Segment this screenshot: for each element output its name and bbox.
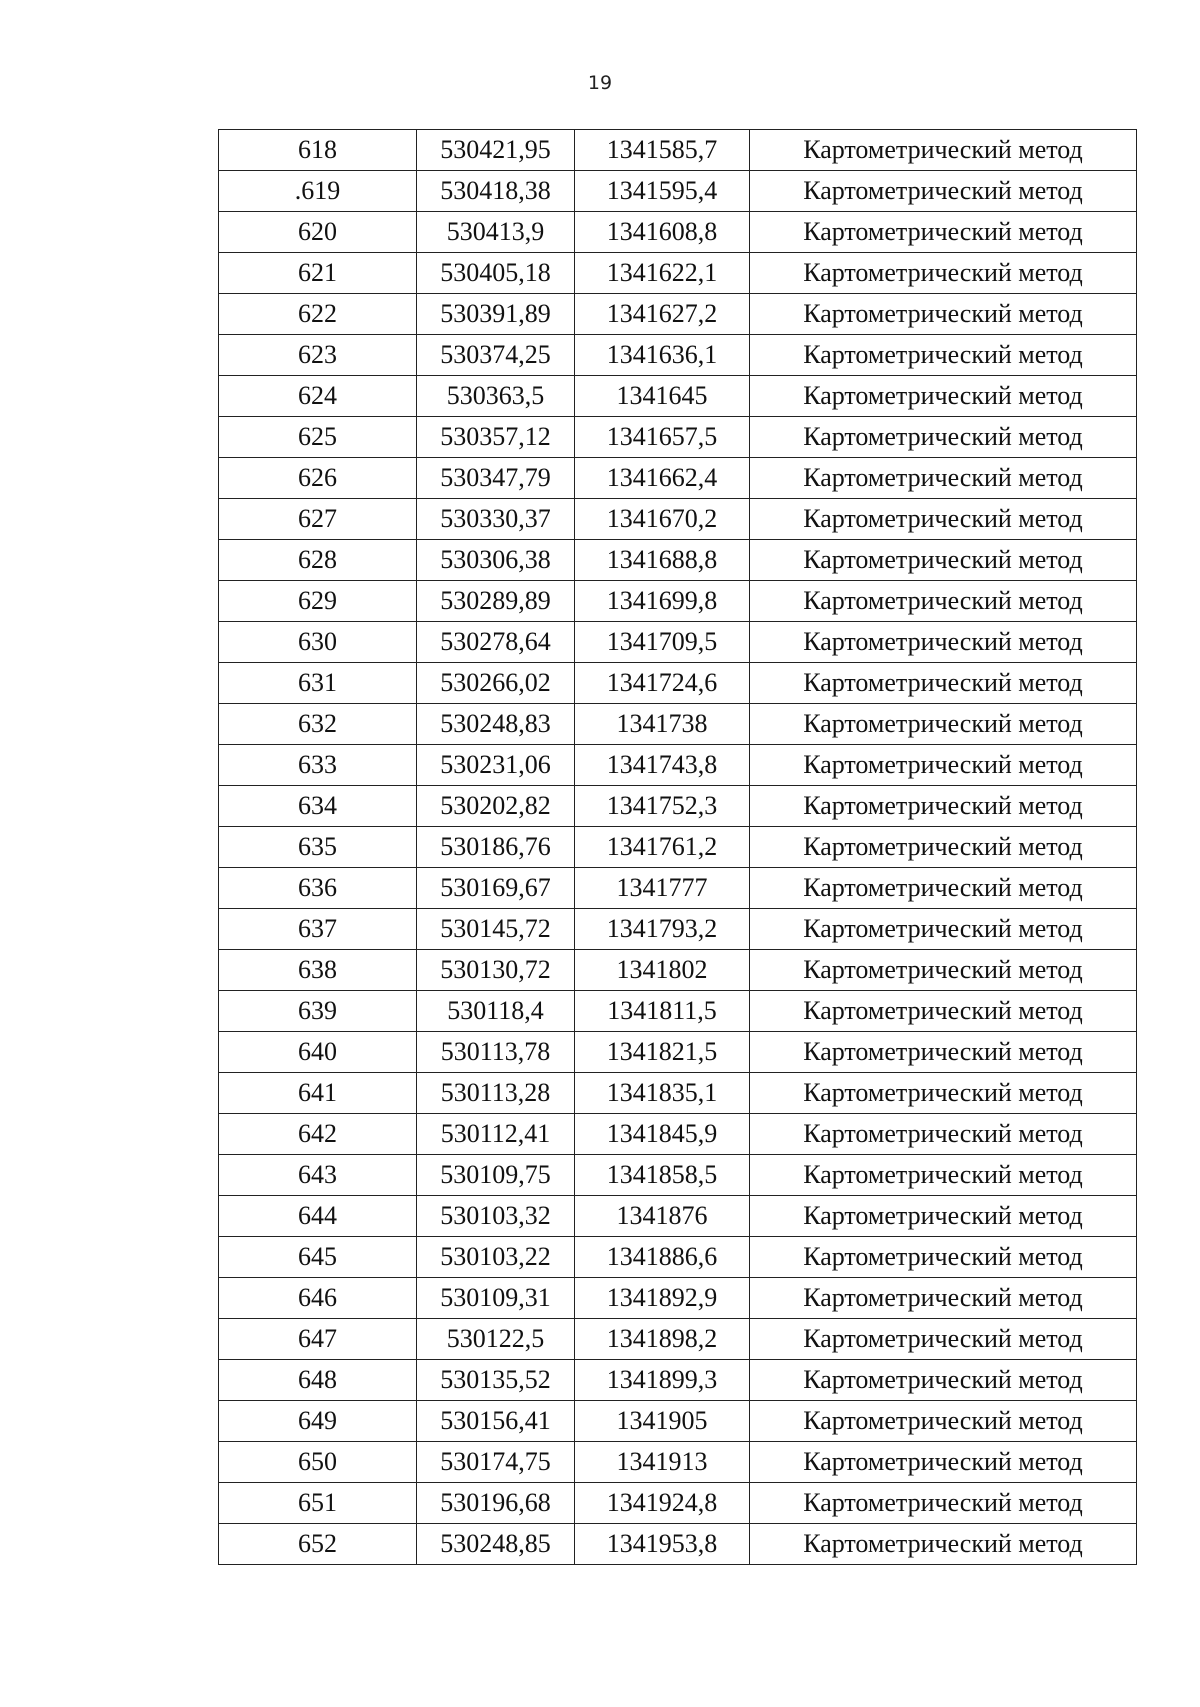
- page-number: 19: [587, 72, 613, 94]
- method-cell: Картометрический метод: [750, 663, 1137, 704]
- y-coordinate-cell: 1341724,6: [575, 663, 750, 704]
- x-coordinate-cell: 530113,28: [417, 1073, 575, 1114]
- method-cell: Картометрический метод: [750, 1073, 1137, 1114]
- method-cell: Картометрический метод: [750, 1155, 1137, 1196]
- method-cell: Картометрический метод: [750, 253, 1137, 294]
- method-cell: Картометрический метод: [750, 1032, 1137, 1073]
- x-coordinate-cell: 530109,31: [417, 1278, 575, 1319]
- method-cell: Картометрический метод: [750, 171, 1137, 212]
- point-number-cell: 632: [219, 704, 417, 745]
- method-cell: Картометрический метод: [750, 294, 1137, 335]
- table-row: [219, 786, 1137, 827]
- x-coordinate-cell: 530112,41: [417, 1114, 575, 1155]
- point-number-cell: 639: [219, 991, 417, 1032]
- method-cell: Картометрический метод: [750, 212, 1137, 253]
- y-coordinate-cell: 1341858,5: [575, 1155, 750, 1196]
- y-coordinate-cell: 1341876: [575, 1196, 750, 1237]
- point-number-cell: 649: [219, 1401, 417, 1442]
- y-coordinate-cell: 1341821,5: [575, 1032, 750, 1073]
- table-row: [219, 622, 1137, 663]
- coordinates-table: [218, 129, 1137, 1565]
- y-coordinate-cell: 1341777: [575, 868, 750, 909]
- method-cell: Картометрический метод: [750, 458, 1137, 499]
- y-coordinate-cell: 1341743,8: [575, 745, 750, 786]
- method-cell: Картометрический метод: [750, 786, 1137, 827]
- x-coordinate-cell: 530186,76: [417, 827, 575, 868]
- y-coordinate-cell: 1341802: [575, 950, 750, 991]
- table-row: [219, 1524, 1137, 1565]
- y-coordinate-cell: 1341752,3: [575, 786, 750, 827]
- point-number-cell: 618: [219, 130, 417, 171]
- x-coordinate-cell: 530421,95: [417, 130, 575, 171]
- table-row: [219, 253, 1137, 294]
- y-coordinate-cell: 1341688,8: [575, 540, 750, 581]
- method-cell: Картометрический метод: [750, 991, 1137, 1032]
- method-cell: Картометрический метод: [750, 1483, 1137, 1524]
- table-row: [219, 1360, 1137, 1401]
- table-row: [219, 745, 1137, 786]
- point-number-cell: 627: [219, 499, 417, 540]
- x-coordinate-cell: 530266,02: [417, 663, 575, 704]
- table-row: [219, 1155, 1137, 1196]
- point-number-cell: 623: [219, 335, 417, 376]
- table-row: [219, 458, 1137, 499]
- table-row: [219, 663, 1137, 704]
- method-cell: Картометрический метод: [750, 376, 1137, 417]
- point-number-cell: 630: [219, 622, 417, 663]
- method-cell: Картометрический метод: [750, 1237, 1137, 1278]
- point-number-cell: 624: [219, 376, 417, 417]
- table-row: [219, 376, 1137, 417]
- table-row: [219, 581, 1137, 622]
- point-number-cell: 651: [219, 1483, 417, 1524]
- table-row: [219, 909, 1137, 950]
- point-number-cell: 633: [219, 745, 417, 786]
- method-cell: Картометрический метод: [750, 868, 1137, 909]
- x-coordinate-cell: 530169,67: [417, 868, 575, 909]
- point-number-cell: 629: [219, 581, 417, 622]
- method-cell: Картометрический метод: [750, 335, 1137, 376]
- point-number-cell: 648: [219, 1360, 417, 1401]
- point-number-cell: 634: [219, 786, 417, 827]
- x-coordinate-cell: 530118,4: [417, 991, 575, 1032]
- point-number-cell: 647: [219, 1319, 417, 1360]
- point-number-cell: 641: [219, 1073, 417, 1114]
- y-coordinate-cell: 1341898,2: [575, 1319, 750, 1360]
- y-coordinate-cell: 1341924,8: [575, 1483, 750, 1524]
- x-coordinate-cell: 530145,72: [417, 909, 575, 950]
- y-coordinate-cell: 1341886,6: [575, 1237, 750, 1278]
- method-cell: Картометрический метод: [750, 540, 1137, 581]
- y-coordinate-cell: 1341835,1: [575, 1073, 750, 1114]
- coordinates-table-body: [219, 130, 1137, 1565]
- method-cell: Картометрический метод: [750, 130, 1137, 171]
- table-row: [219, 540, 1137, 581]
- x-coordinate-cell: 530103,32: [417, 1196, 575, 1237]
- table-row: [219, 1483, 1137, 1524]
- x-coordinate-cell: 530109,75: [417, 1155, 575, 1196]
- table-row: [219, 294, 1137, 335]
- method-cell: Картометрический метод: [750, 950, 1137, 991]
- x-coordinate-cell: 530278,64: [417, 622, 575, 663]
- x-coordinate-cell: 530347,79: [417, 458, 575, 499]
- y-coordinate-cell: 1341636,1: [575, 335, 750, 376]
- table-row: [219, 1196, 1137, 1237]
- point-number-cell: 622: [219, 294, 417, 335]
- point-number-cell: 637: [219, 909, 417, 950]
- table-row: [219, 417, 1137, 458]
- y-coordinate-cell: 1341662,4: [575, 458, 750, 499]
- y-coordinate-cell: 1341905: [575, 1401, 750, 1442]
- y-coordinate-cell: 1341953,8: [575, 1524, 750, 1565]
- table-row: [219, 827, 1137, 868]
- method-cell: Картометрический метод: [750, 417, 1137, 458]
- y-coordinate-cell: 1341627,2: [575, 294, 750, 335]
- x-coordinate-cell: 530231,06: [417, 745, 575, 786]
- y-coordinate-cell: 1341585,7: [575, 130, 750, 171]
- method-cell: Картометрический метод: [750, 1196, 1137, 1237]
- x-coordinate-cell: 530289,89: [417, 581, 575, 622]
- x-coordinate-cell: 530196,68: [417, 1483, 575, 1524]
- point-number-cell: 626: [219, 458, 417, 499]
- method-cell: Картометрический метод: [750, 622, 1137, 663]
- point-number-cell: 625: [219, 417, 417, 458]
- y-coordinate-cell: 1341892,9: [575, 1278, 750, 1319]
- table-row: [219, 1032, 1137, 1073]
- method-cell: Картометрический метод: [750, 909, 1137, 950]
- y-coordinate-cell: 1341845,9: [575, 1114, 750, 1155]
- y-coordinate-cell: 1341622,1: [575, 253, 750, 294]
- method-cell: Картометрический метод: [750, 1319, 1137, 1360]
- x-coordinate-cell: 530357,12: [417, 417, 575, 458]
- y-coordinate-cell: 1341645: [575, 376, 750, 417]
- point-number-cell: 635: [219, 827, 417, 868]
- table-row: [219, 991, 1137, 1032]
- table-row: [219, 499, 1137, 540]
- x-coordinate-cell: 530418,38: [417, 171, 575, 212]
- method-cell: Картометрический метод: [750, 499, 1137, 540]
- x-coordinate-cell: 530248,85: [417, 1524, 575, 1565]
- method-cell: Картометрический метод: [750, 827, 1137, 868]
- y-coordinate-cell: 1341699,8: [575, 581, 750, 622]
- x-coordinate-cell: 530405,18: [417, 253, 575, 294]
- x-coordinate-cell: 530122,5: [417, 1319, 575, 1360]
- y-coordinate-cell: 1341899,3: [575, 1360, 750, 1401]
- point-number-cell: 652: [219, 1524, 417, 1565]
- y-coordinate-cell: 1341670,2: [575, 499, 750, 540]
- point-number-cell: 620: [219, 212, 417, 253]
- point-number-cell: 631: [219, 663, 417, 704]
- y-coordinate-cell: 1341913: [575, 1442, 750, 1483]
- table-row: [219, 868, 1137, 909]
- table-row: [219, 1401, 1137, 1442]
- table-row: [219, 704, 1137, 745]
- point-number-cell: 636: [219, 868, 417, 909]
- y-coordinate-cell: 1341709,5: [575, 622, 750, 663]
- y-coordinate-cell: 1341761,2: [575, 827, 750, 868]
- y-coordinate-cell: 1341738: [575, 704, 750, 745]
- method-cell: Картометрический метод: [750, 1114, 1137, 1155]
- table-row: [219, 950, 1137, 991]
- point-number-cell: 638: [219, 950, 417, 991]
- table-row: [219, 130, 1137, 171]
- point-number-cell: 621: [219, 253, 417, 294]
- table-row: [219, 1237, 1137, 1278]
- y-coordinate-cell: 1341608,8: [575, 212, 750, 253]
- y-coordinate-cell: 1341811,5: [575, 991, 750, 1032]
- point-number-cell: 640: [219, 1032, 417, 1073]
- x-coordinate-cell: 530174,75: [417, 1442, 575, 1483]
- x-coordinate-cell: 530130,72: [417, 950, 575, 991]
- table-row: [219, 1278, 1137, 1319]
- x-coordinate-cell: 530113,78: [417, 1032, 575, 1073]
- x-coordinate-cell: 530374,25: [417, 335, 575, 376]
- x-coordinate-cell: 530413,9: [417, 212, 575, 253]
- x-coordinate-cell: 530103,22: [417, 1237, 575, 1278]
- table-row: [219, 1442, 1137, 1483]
- x-coordinate-cell: 530391,89: [417, 294, 575, 335]
- point-number-cell: 645: [219, 1237, 417, 1278]
- x-coordinate-cell: 530330,37: [417, 499, 575, 540]
- method-cell: Картометрический метод: [750, 1278, 1137, 1319]
- x-coordinate-cell: 530248,83: [417, 704, 575, 745]
- method-cell: Картометрический метод: [750, 1360, 1137, 1401]
- y-coordinate-cell: 1341793,2: [575, 909, 750, 950]
- y-coordinate-cell: 1341595,4: [575, 171, 750, 212]
- point-number-cell: 628: [219, 540, 417, 581]
- point-number-cell: 650: [219, 1442, 417, 1483]
- point-number-cell: 644: [219, 1196, 417, 1237]
- method-cell: Картометрический метод: [750, 1401, 1137, 1442]
- point-number-cell: 646: [219, 1278, 417, 1319]
- point-number-cell: 642: [219, 1114, 417, 1155]
- x-coordinate-cell: 530135,52: [417, 1360, 575, 1401]
- table-row: [219, 1073, 1137, 1114]
- table-row: [219, 171, 1137, 212]
- y-coordinate-cell: 1341657,5: [575, 417, 750, 458]
- point-number-cell: 643: [219, 1155, 417, 1196]
- method-cell: Картометрический метод: [750, 1442, 1137, 1483]
- method-cell: Картометрический метод: [750, 745, 1137, 786]
- point-number-cell: .619: [219, 171, 417, 212]
- x-coordinate-cell: 530306,38: [417, 540, 575, 581]
- x-coordinate-cell: 530363,5: [417, 376, 575, 417]
- table-row: [219, 1319, 1137, 1360]
- table-row: [219, 335, 1137, 376]
- table-row: [219, 212, 1137, 253]
- x-coordinate-cell: 530202,82: [417, 786, 575, 827]
- table-row: [219, 1114, 1137, 1155]
- method-cell: Картометрический метод: [750, 581, 1137, 622]
- x-coordinate-cell: 530156,41: [417, 1401, 575, 1442]
- method-cell: Картометрический метод: [750, 1524, 1137, 1565]
- method-cell: Картометрический метод: [750, 704, 1137, 745]
